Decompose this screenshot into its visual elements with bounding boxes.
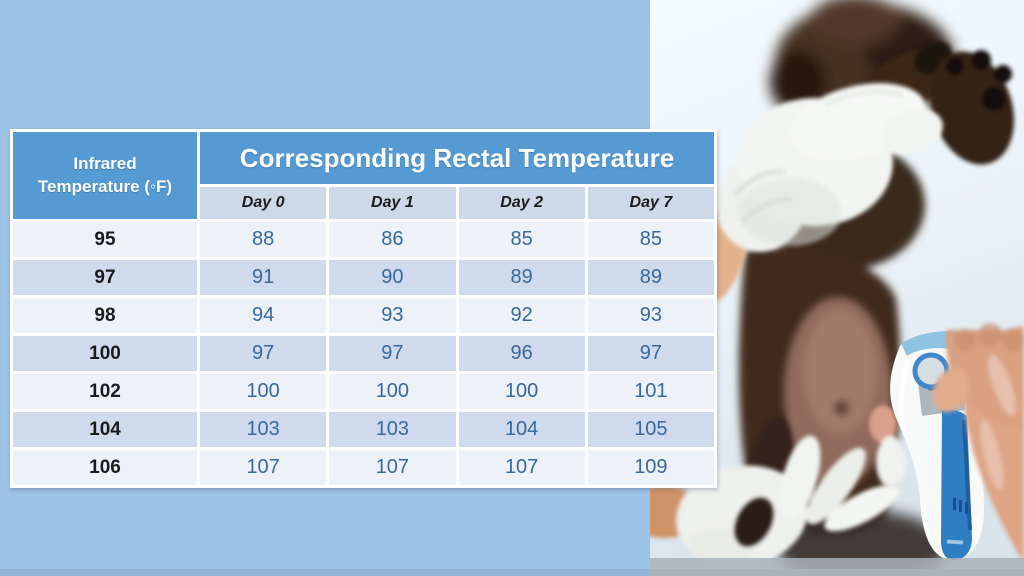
rectal-value: 105 xyxy=(588,412,714,447)
rectal-value: 93 xyxy=(588,298,714,333)
puppy-nipple xyxy=(834,400,850,416)
day-header-day0: Day 0 xyxy=(200,187,326,219)
rectal-value: 86 xyxy=(329,222,455,257)
rectal-value: 107 xyxy=(329,450,455,485)
rectal-value: 100 xyxy=(329,374,455,409)
rectal-value: 89 xyxy=(459,260,585,295)
rectal-value: 85 xyxy=(588,222,714,257)
temperature-table xyxy=(10,129,717,488)
infrared-value: 102 xyxy=(13,374,197,409)
day-header-day7: Day 7 xyxy=(588,187,714,219)
infrared-value: 106 xyxy=(13,450,197,485)
rectal-value: 85 xyxy=(459,222,585,257)
day-header-day2: Day 2 xyxy=(459,187,585,219)
rectal-value: 92 xyxy=(459,298,585,333)
bottom-edge-strip xyxy=(0,569,1024,576)
infrared-value: 104 xyxy=(13,412,197,447)
rectal-value: 103 xyxy=(329,412,455,447)
rectal-value: 97 xyxy=(329,336,455,371)
day-header-day1: Day 1 xyxy=(329,187,455,219)
rectal-value: 109 xyxy=(588,450,714,485)
infrared-value: 100 xyxy=(13,336,197,371)
corner-header-line2: Temperature (◦F) xyxy=(37,176,173,196)
rectal-value: 88 xyxy=(200,222,326,257)
corner-header-infrared-temperature xyxy=(13,132,197,219)
rectal-value: 104 xyxy=(459,412,585,447)
rectal-value: 94 xyxy=(200,298,326,333)
rectal-value: 100 xyxy=(459,374,585,409)
rectal-value: 103 xyxy=(200,412,326,447)
infrared-value: 97 xyxy=(13,260,197,295)
rectal-value: 91 xyxy=(200,260,326,295)
main-header-corresponding-rectal-temperature: Corresponding Rectal Temperature xyxy=(200,132,714,184)
infrared-value: 98 xyxy=(13,298,197,333)
rectal-value: 89 xyxy=(588,260,714,295)
rectal-value: 97 xyxy=(588,336,714,371)
rectal-value: 93 xyxy=(329,298,455,333)
rectal-value: 107 xyxy=(200,450,326,485)
corner-header-line1: Infrared xyxy=(73,154,137,174)
infrared-value: 95 xyxy=(13,222,197,257)
rectal-value: 97 xyxy=(200,336,326,371)
rectal-value: 101 xyxy=(588,374,714,409)
rectal-value: 107 xyxy=(459,450,585,485)
rectal-value: 100 xyxy=(200,374,326,409)
rectal-value: 96 xyxy=(459,336,585,371)
rectal-value: 90 xyxy=(329,260,455,295)
